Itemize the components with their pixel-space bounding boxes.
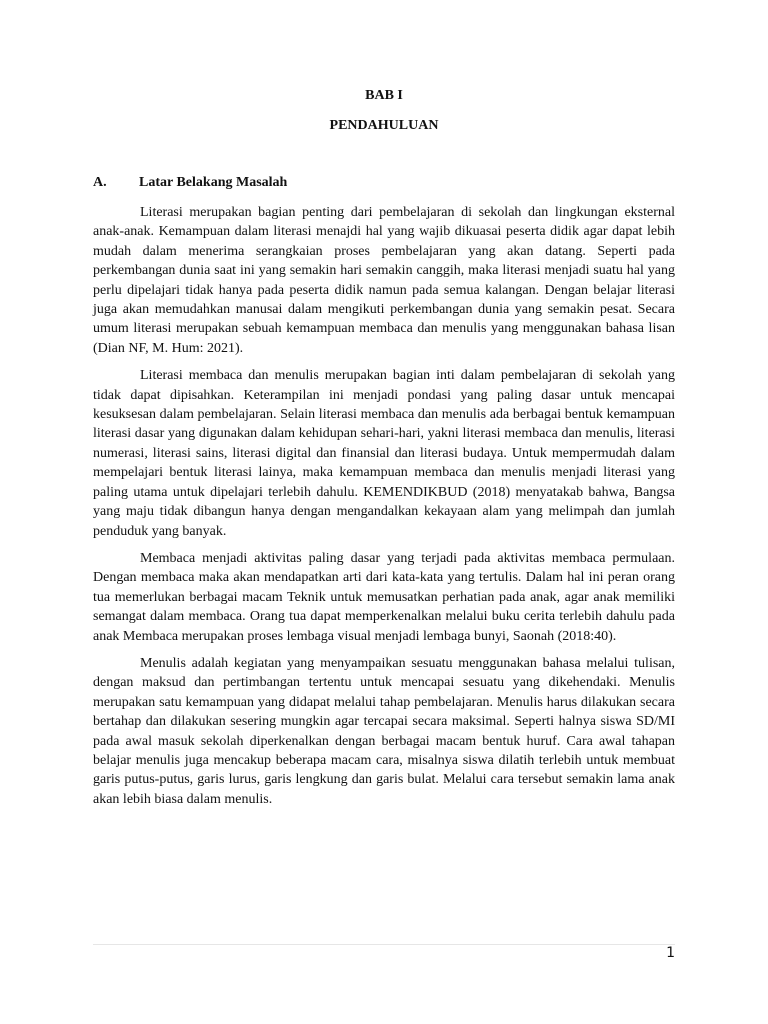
footer-divider xyxy=(93,944,675,945)
paragraph: Literasi membaca dan menulis merupakan bagian inti dalam pembelajaran di sekolah yang tidak dapat dipisahkan. Keterampilan ini menjadi pondasi yang paling dasar untuk mencapai kesuksesan dalam pembelajaran. Selain literasi membaca dan menulis ada berbagai bentuk kemampuan literasi dasar yang digunakan dalam kehidupan sehari-hari, yakni literasi membaca dan menulis, literasi numerasi, literasi sains, literasi digital dan finansial dan literasi budaya. Untuk mempermudah dalam mempelajari bentuk literasi lainya, maka kemampuan membaca dan menulis menjadi literasi yang paling utama untuk dipelajari terlebih dahulu. KEMENDIKBUD (2018) menyatakab bahwa, Bangsa yang maju tidak dibangun hanya dengan mengandalkan kekayaan alam yang melimpah dan jumlah penduduk yang banyak. xyxy=(93,368,675,539)
section-number: A. xyxy=(93,175,107,190)
paragraph: Literasi merupakan bagian penting dari pembelajaran di sekolah dan lingkungan eksternal anak-anak. Kemampuan dalam literasi menajdi hal yang wajib dikuasai peserta didik agar dapat lebih mudah dalam menerima serangkaian proses pembelajaran yang akan datang. Seperti pada perkembangan dunia saat ini yang semakin hari semakin canggih, maka literasi menjadi suatu hal yang perlu dipelajari tidak hanya pada peserta didik namun pada semua kalangan. Dengan belajar literasi juga akan memudahkan manusai dalam mengikuti perkembangan dunia yang semakin pesat. Secara umum literasi merupakan sebuah kemampuan membaca dan menulis yang menggunakan bahasa lisan (Dian NF, M. Hum: 2021). xyxy=(93,205,675,356)
chapter-heading: BAB I xyxy=(365,88,403,103)
page-number: 1 xyxy=(666,945,675,961)
paragraph: Menulis adalah kegiatan yang menyampaikan sesuatu menggunakan bahasa melalui tulisan, dengan maksud dan pertimbangan tertentu untuk mencapai sesuatu yang dikehendaki. Menulis merupakan satu kemampuan yang didapat melalui tahap pembelajaran. Menulis harus dilakukan secara bertahap dan dilakukan sesering mungkin agar tercapai secara maksimal. Seperti halnya siswa SD/MI pada awal masuk sekolah diperkenalkan dengan berbagai macam bentuk huruf. Cara awal tahapan belajar menulis juga mencakup beberapa macam cara, misalnya siswa dilatih terlebih untuk membuat garis putus-putus, garis lurus, garis lengkung dan garis bulat. Melalui cara tersebut semakin lama anak akan lebih biasa dalam menulis. xyxy=(93,655,675,807)
section-title: Latar Belakang Masalah xyxy=(139,175,288,190)
chapter-title: PENDAHULUAN xyxy=(329,118,439,133)
section-heading xyxy=(93,175,675,191)
paragraph: Membaca menjadi aktivitas paling dasar yang terjadi pada aktivitas membaca permulaan. Dengan membaca maka akan mendapatkan arti dari kata-kata yang tertulis. Dalam hal ini peran orang tua memerlukan berbagai macam Teknik untuk memusatkan perhatian pada anak, agar anak memiliki semangat dalam membaca. Orang tua dapat memperkenalkan melalui buku cerita terlebih dahulu pada anak Membaca merupakan proses lembaga visual menjadi lembaga bunyi, Saonah (2018:40). xyxy=(93,550,675,644)
body-text xyxy=(93,203,675,817)
